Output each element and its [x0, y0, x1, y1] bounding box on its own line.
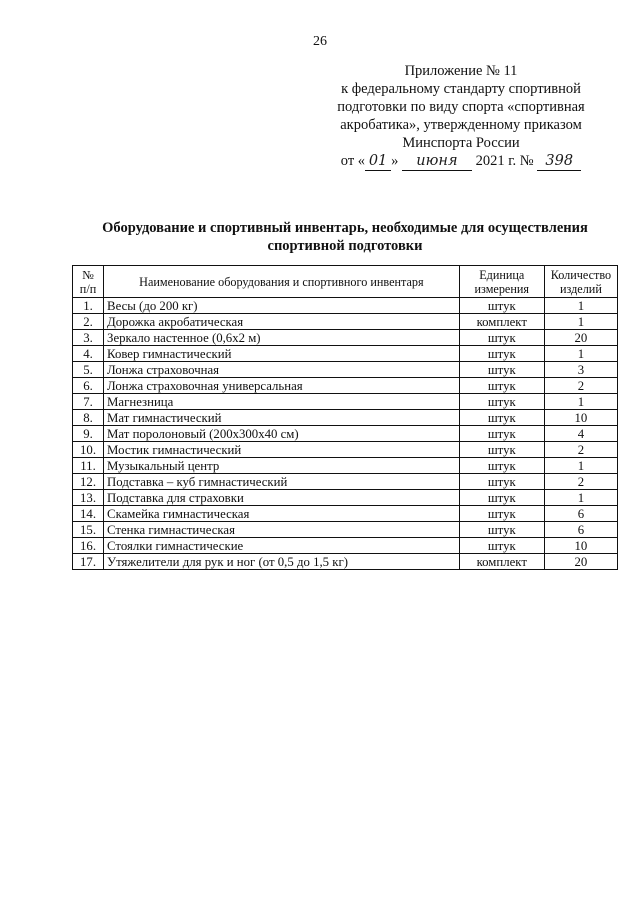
table-body	[73, 298, 618, 570]
cell-qty: 10	[544, 538, 617, 554]
cell-name: Подставка – куб гимнастический	[104, 474, 460, 490]
cell-name: Утяжелители для рук и ног (от 0,5 до 1,5 кг)	[104, 554, 460, 570]
table-row	[73, 330, 618, 346]
cell-unit: штук	[459, 298, 544, 314]
cell-unit: штук	[459, 490, 544, 506]
cell-num: 10.	[73, 442, 104, 458]
cell-unit: комплект	[459, 314, 544, 330]
table-row	[73, 442, 618, 458]
appendix-line: Минспорта России	[402, 135, 520, 151]
table-row	[73, 538, 618, 554]
cell-unit: штук	[459, 506, 544, 522]
table-row	[73, 474, 618, 490]
cell-qty: 2	[544, 442, 617, 458]
appendix-header	[330, 62, 592, 171]
cell-qty: 1	[544, 346, 617, 362]
cell-qty: 20	[544, 330, 617, 346]
cell-num: 14.	[73, 506, 104, 522]
order-month-handwritten: июня	[402, 152, 472, 171]
cell-name: Подставка для страховки	[104, 490, 460, 506]
appendix-title: Приложение № 11	[404, 63, 518, 79]
cell-qty: 2	[544, 474, 617, 490]
table-row	[73, 378, 618, 394]
cell-qty: 6	[544, 522, 617, 538]
order-day-handwritten: 01	[365, 152, 391, 171]
table-row	[73, 362, 618, 378]
cell-unit: штук	[459, 426, 544, 442]
document-title	[60, 219, 630, 255]
order-date-line	[330, 152, 592, 171]
cell-num: 7.	[73, 394, 104, 410]
order-year: 2021 г. №	[475, 153, 534, 169]
cell-qty: 3	[544, 362, 617, 378]
cell-name: Дорожка акробатическая	[104, 314, 460, 330]
cell-num: 6.	[73, 378, 104, 394]
cell-unit: штук	[459, 330, 544, 346]
cell-unit: комплект	[459, 554, 544, 570]
cell-unit: штук	[459, 346, 544, 362]
cell-num: 5.	[73, 362, 104, 378]
header-unit: Единица измерения	[459, 266, 544, 298]
cell-name: Магнезница	[104, 394, 460, 410]
cell-name: Лонжа страховочная	[104, 362, 460, 378]
cell-name: Стенка гимнастическая	[104, 522, 460, 538]
cell-num: 4.	[73, 346, 104, 362]
cell-unit: штук	[459, 522, 544, 538]
table-row	[73, 410, 618, 426]
table-row	[73, 346, 618, 362]
table-row	[73, 554, 618, 570]
cell-qty: 1	[544, 298, 617, 314]
inventory-table	[72, 265, 618, 570]
cell-unit: штук	[459, 378, 544, 394]
cell-qty: 2	[544, 378, 617, 394]
cell-unit: штук	[459, 458, 544, 474]
cell-name: Зеркало настенное (0,6х2 м)	[104, 330, 460, 346]
cell-num: 2.	[73, 314, 104, 330]
order-mid: »	[391, 153, 399, 169]
cell-qty: 10	[544, 410, 617, 426]
cell-unit: штук	[459, 410, 544, 426]
table-header-row	[73, 266, 618, 298]
cell-num: 17.	[73, 554, 104, 570]
cell-unit: штук	[459, 538, 544, 554]
cell-unit: штук	[459, 394, 544, 410]
order-prefix: от «	[340, 153, 366, 169]
cell-num: 16.	[73, 538, 104, 554]
cell-name: Мат поролоновый (200х300х40 см)	[104, 426, 460, 442]
table-row	[73, 394, 618, 410]
cell-name: Мостик гимнастический	[104, 442, 460, 458]
order-number-handwritten: 398	[537, 152, 581, 171]
cell-name: Мат гимнастический	[104, 410, 460, 426]
cell-qty: 4	[544, 426, 617, 442]
header-name: Наименование оборудования и спортивного инвентаря	[104, 266, 460, 298]
appendix-line: акробатика», утвержденному приказом	[340, 117, 582, 133]
cell-name: Музыкальный центр	[104, 458, 460, 474]
cell-qty: 20	[544, 554, 617, 570]
cell-num: 9.	[73, 426, 104, 442]
cell-unit: штук	[459, 362, 544, 378]
cell-name: Ковер гимнастический	[104, 346, 460, 362]
cell-qty: 6	[544, 506, 617, 522]
cell-num: 11.	[73, 458, 104, 474]
table-row	[73, 426, 618, 442]
header-num: № п/п	[73, 266, 104, 298]
table-row	[73, 314, 618, 330]
cell-qty: 1	[544, 458, 617, 474]
table-row	[73, 298, 618, 314]
table-row	[73, 506, 618, 522]
cell-name: Весы (до 200 кг)	[104, 298, 460, 314]
appendix-line: подготовки по виду спорта «спортивная	[337, 99, 585, 115]
title-line: спортивной подготовки	[267, 238, 423, 254]
cell-qty: 1	[544, 314, 617, 330]
cell-num: 12.	[73, 474, 104, 490]
cell-num: 13.	[73, 490, 104, 506]
cell-num: 3.	[73, 330, 104, 346]
cell-num: 8.	[73, 410, 104, 426]
header-qty: Количество изделий	[544, 266, 617, 298]
cell-unit: штук	[459, 474, 544, 490]
cell-num: 15.	[73, 522, 104, 538]
cell-qty: 1	[544, 490, 617, 506]
cell-name: Стоялки гимнастические	[104, 538, 460, 554]
title-line: Оборудование и спортивный инвентарь, необходимые для осуществления	[102, 220, 588, 236]
table-row	[73, 458, 618, 474]
cell-num: 1.	[73, 298, 104, 314]
cell-name: Лонжа страховочная универсальная	[104, 378, 460, 394]
cell-qty: 1	[544, 394, 617, 410]
page-number: 26	[313, 34, 327, 49]
cell-name: Скамейка гимнастическая	[104, 506, 460, 522]
appendix-line: к федеральному стандарту спортивной	[341, 81, 581, 97]
table-row	[73, 522, 618, 538]
cell-unit: штук	[459, 442, 544, 458]
table-row	[73, 490, 618, 506]
